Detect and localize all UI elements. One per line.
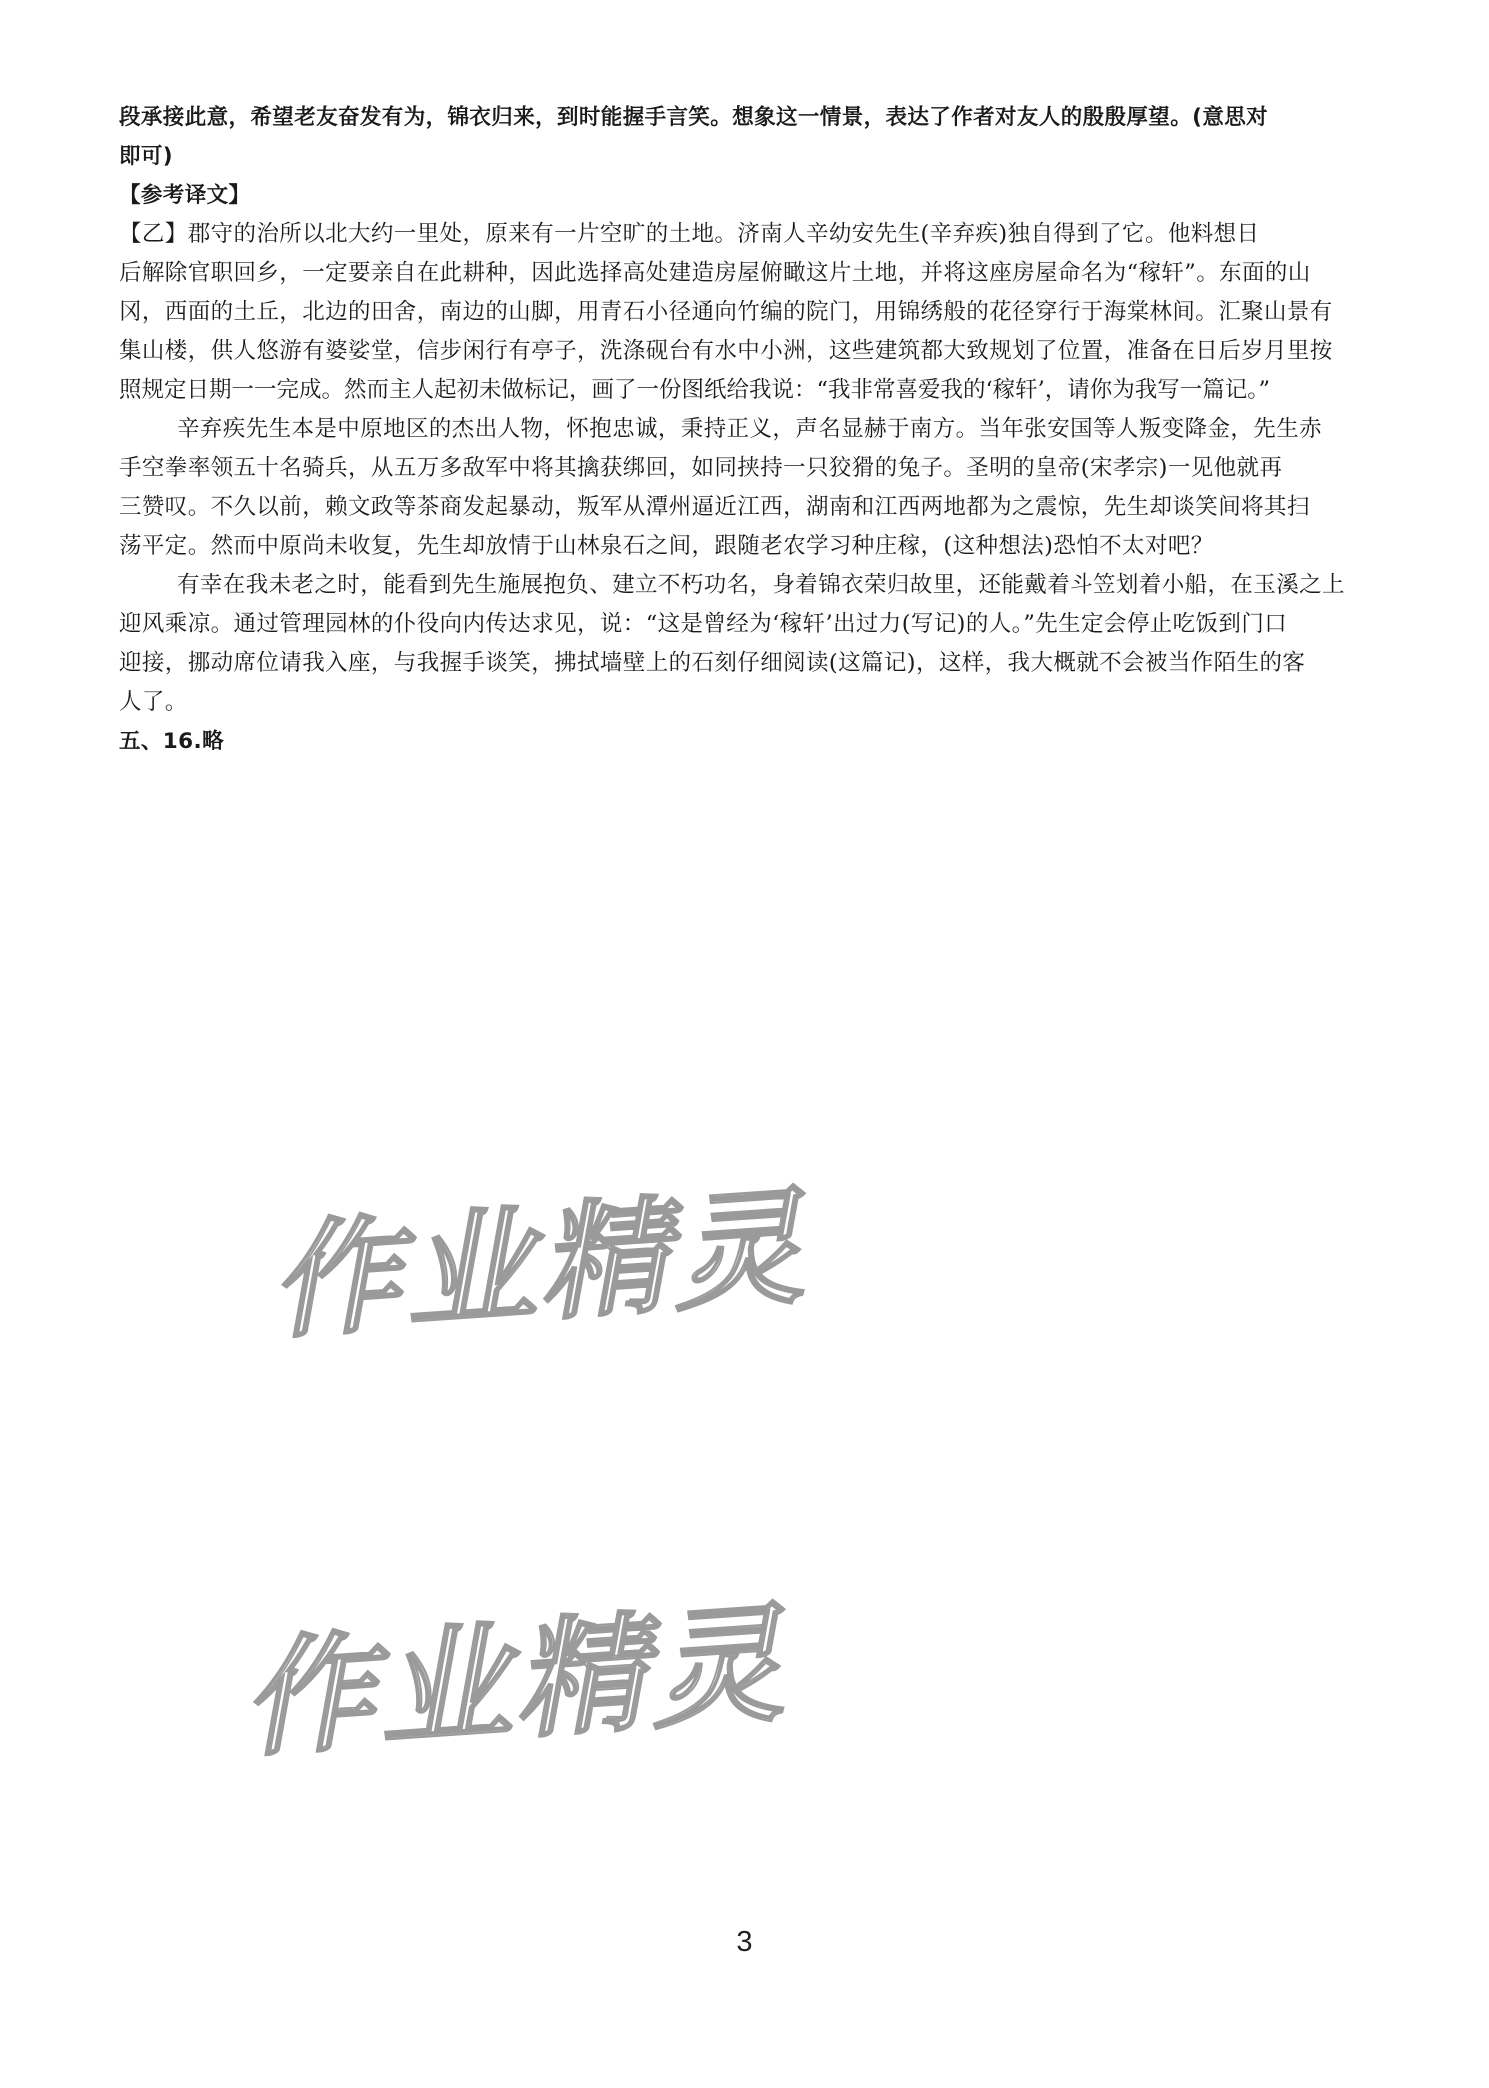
paragraph-3-line-1: 有幸在我未老之时，能看到先生施展抱负、建立不朽功名，身着锦衣荣归故里，还能戴着斗笠划着小船，在玉溪之上 bbox=[177, 572, 1345, 598]
section-heading: 【参考译文】 bbox=[119, 183, 251, 208]
watermark-upper: 作业精灵 bbox=[268, 1172, 831, 1358]
paragraph-3-line-4: 人了。 bbox=[119, 689, 188, 715]
paragraph-1-line-3: 冈，西面的土丘，北边的田舍，南边的山脚，用青石小径通向竹编的院门，用锦绣般的花径穿行于海棠林间。汇聚山景有 bbox=[119, 299, 1333, 325]
paragraph-2-line-3: 三赞叹。不久以前，赖文政等茶商发起暴动，叛军从潭州逼近江西，湖南和江西两地都为之震惊，先生却谈笑间将其扫 bbox=[119, 494, 1310, 520]
answer-line: 五、16.略 bbox=[119, 729, 224, 754]
answer-continuation-line-2: 即可) bbox=[119, 144, 174, 169]
document-body bbox=[119, 98, 1369, 761]
paragraph-3-line-2: 迎风乘凉。通过管理园林的仆役向内传达求见，说：“这是曾经为‘稼轩’出过力(写记)的人。”先生定会停止吃饭到门口 bbox=[119, 611, 1288, 637]
paragraph-1-line-1: 【乙】郡守的治所以北大约一里处，原来有一片空旷的土地。济南人辛幼安先生(辛弃疾)独自得到了它。他料想日 bbox=[119, 221, 1260, 247]
paragraph-2-line-1: 辛弃疾先生本是中原地区的杰出人物，怀抱忠诚，秉持正义，声名显赫于南方。当年张安国等人叛变降金，先生赤 bbox=[177, 416, 1323, 442]
paragraph-3-line-3: 迎接，挪动席位请我入座，与我握手谈笑，拂拭墙壁上的石刻仔细阅读(这篇记)，这样，我大概就不会被当作陌生的客 bbox=[119, 650, 1306, 676]
paragraph-1-line-4: 集山楼，供人悠游有婆娑堂，信步闲行有亭子，洗涤砚台有水中小洲，这些建筑都大致规划了位置，准备在日后岁月里按 bbox=[119, 338, 1333, 364]
paragraph-1-line-2: 后解除官职回乡，一定要亲自在此耕种，因此选择高处建造房屋俯瞰这片土地，并将这座房屋命名为“稼轩”。东面的山 bbox=[119, 260, 1311, 286]
watermark-lower: 作业精灵 bbox=[239, 1586, 812, 1776]
paragraph-1-line-5: 照规定日期一一完成。然而主人起初未做标记，画了一份图纸给我说：“我非常喜爱我的‘稼轩’，请你为我写一篇记。” bbox=[119, 377, 1271, 403]
paragraph-2-line-2: 手空拳率领五十名骑兵，从五万多敌军中将其擒获绑回，如同挟持一只狡猾的兔子。圣明的皇帝(宋孝宗)一见他就再 bbox=[119, 455, 1283, 481]
page-number: 3 bbox=[736, 1926, 753, 1958]
answer-continuation-line-1: 段承接此意，希望老友奋发有为，锦衣归来，到时能握手言笑。想象这一情景，表达了作者对友人的殷殷厚望。(意思对 bbox=[119, 105, 1269, 130]
paragraph-2-line-4: 荡平定。然而中原尚未收复，先生却放情于山林泉石之间，跟随老农学习种庄稼，(这种想法)恐怕不太对吧？ bbox=[119, 533, 1214, 559]
